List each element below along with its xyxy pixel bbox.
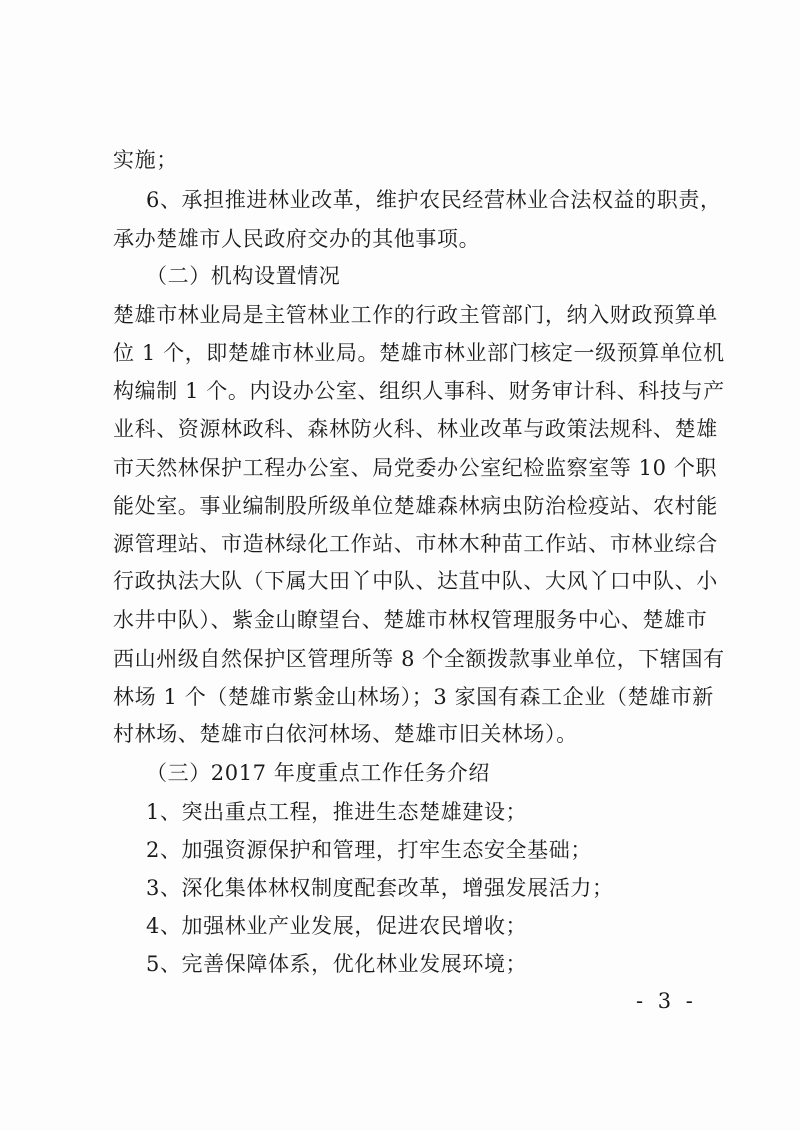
text-line: 位 1 个，即楚雄市林业局。楚雄市林业部门核定一级预算单位机	[113, 341, 725, 365]
text-line: 行政执法大队（下属大田丫中队、达苴中队、大风丫口中队、小	[113, 569, 718, 593]
section-heading: （二）机构设置情况	[146, 264, 341, 288]
section-heading: （三）2017 年度重点工作任务介绍	[146, 761, 490, 785]
list-item: 2、加强资源保护和管理，打牢生态安全基础；	[146, 838, 592, 862]
list-item: 4、加强林业产业发展，促进农民增收；	[146, 914, 528, 938]
text-line: 实施；	[113, 148, 178, 172]
text-line: 西山州级自然保护区管理所等 8 个全额拨款事业单位，下辖国有	[113, 647, 725, 671]
list-item: 3、深化集体林权制度配套改革，增强发展活力；	[146, 876, 614, 900]
text-line: 构编制 1 个。内设办公室、组织人事科、财务审计科、科技与产	[113, 379, 725, 403]
text-line: 水井中队）、紫金山瞭望台、楚雄市林权管理服务中心、楚雄市	[113, 608, 708, 632]
text-line: 源管理站、市造林绿化工作站、市林木种苗工作站、市林业综合	[113, 532, 718, 556]
text-line: 承办楚雄市人民政府交办的其他事项。	[113, 227, 481, 251]
text-line: 6、承担推进林业改革，维护农民经营林业合法权益的职责，	[146, 188, 722, 212]
page-number: - 3 -	[636, 989, 697, 1013]
text-line: 业科、资源林政科、森林防火科、林业改革与政策法规科、楚雄	[113, 417, 718, 441]
list-item: 5、完善保障体系，优化林业发展环境；	[146, 952, 528, 976]
text-line: 市天然林保护工程办公室、局党委办公室纪检监察室等 10 个职	[113, 456, 718, 480]
text-line: 楚雄市林业局是主管林业工作的行政主管部门，纳入财政预算单	[113, 303, 718, 327]
text-line: 村林场、楚雄市白依河林场、楚雄市旧关林场）。	[113, 722, 578, 746]
text-line: 林场 1 个（楚雄市紫金山林场）；3 家国有森工企业（楚雄市新	[113, 685, 714, 709]
list-item: 1、突出重点工程，推进生态楚雄建设；	[146, 800, 528, 824]
text-line: 能处室。事业编制股所级单位楚雄森林病虫防治检疫站、农村能	[113, 494, 718, 518]
